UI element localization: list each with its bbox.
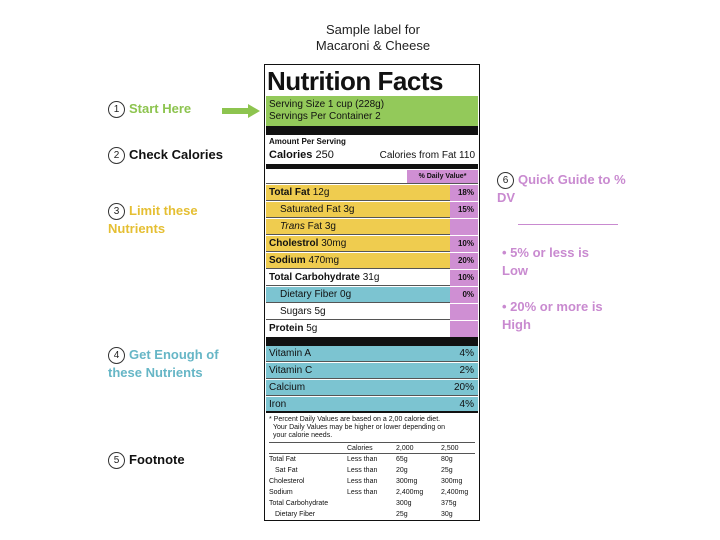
table-cell: Less than (347, 478, 378, 485)
guide-high-text: 20% or more is High (502, 299, 603, 332)
divider-line (266, 183, 478, 184)
table-cell: Less than (347, 456, 378, 463)
footnote (269, 416, 475, 440)
vitamin-dv: 4% (459, 348, 474, 359)
table-cell: 300mg (396, 478, 418, 485)
nutrient-dv: 0% (450, 287, 478, 303)
vitamin-dv: 20% (453, 382, 474, 393)
table-cell: 20g (396, 467, 408, 474)
nutrient-amount: 31g (362, 272, 380, 283)
table-cell: 30g (441, 511, 453, 518)
nutrient-amount: 470mg (308, 255, 340, 266)
caption-line-1: Sample label for (326, 22, 420, 37)
nutrient-amount: 3g (343, 204, 355, 215)
vitamin-name: Vitamin C (269, 365, 313, 376)
nutrient-name: Saturated Fat (280, 204, 341, 215)
vitamin-dv: 4% (459, 399, 474, 410)
daily-value-header: % Daily Value* (407, 170, 478, 183)
nutrient-amount: 30mg (321, 238, 347, 249)
nutrient-dv (450, 304, 478, 320)
guide-divider (518, 224, 618, 225)
vitamin-name: Iron (269, 399, 287, 410)
step-number: 2 (108, 147, 125, 164)
vitamin-row-iron (266, 397, 478, 413)
nutrient-row-saturated-fat (266, 202, 478, 218)
step-text: Quick Guide to % DV (497, 172, 626, 205)
step-number: 3 (108, 203, 125, 220)
nutrient-row-protein (266, 321, 478, 337)
footnote-divider (269, 442, 475, 443)
vitamin-row-c (266, 363, 478, 379)
step-text: Footnote (129, 452, 185, 467)
step-4 (108, 346, 228, 382)
step-text: Get Enough of these Nutrients (108, 347, 219, 380)
step-3 (108, 202, 228, 238)
step-5 (108, 451, 185, 469)
nutrient-amount: Fat 3g (307, 221, 336, 232)
table-cell: 25g (441, 467, 453, 474)
nutrient-dv: 18% (450, 185, 478, 201)
table-cell: Total Carbohydrate (269, 500, 329, 507)
vitamin-dv: 2% (459, 365, 474, 376)
label-caption (262, 22, 484, 54)
table-cell: 2,400mg (396, 489, 424, 496)
step-number: 6 (497, 172, 514, 189)
servings-per-container: Servings Per Container 2 (269, 111, 381, 122)
nutrient-amount: 5g (306, 323, 318, 334)
guide-high (502, 298, 622, 334)
nutrient-name: Total Carbohydrate (269, 272, 360, 283)
guide-low (502, 244, 612, 280)
table-cell: Less than (347, 467, 378, 474)
vitamin-name: Calcium (269, 382, 306, 393)
nutrient-name: Trans (280, 221, 305, 232)
serving-info (266, 96, 478, 126)
table-cell: 375g (441, 500, 457, 507)
bullet-icon: • (502, 299, 511, 314)
amount-per-serving: Amount Per Serving (269, 137, 346, 146)
table-cell: 300g (396, 500, 412, 507)
nutrient-name: Dietary Fiber (280, 289, 338, 300)
footnote-line: Your Daily Values may be higher or lower depending on (273, 424, 445, 431)
nutrient-row-trans-fat (266, 219, 478, 235)
label-title: Nutrition Facts (267, 66, 443, 96)
step-1 (108, 100, 191, 118)
thick-divider (266, 126, 478, 135)
nutrient-dv: 10% (450, 270, 478, 286)
nutrition-label (264, 64, 480, 521)
nutrient-name: Cholestrol (269, 238, 319, 249)
step-text: Limit these Nutrients (108, 203, 198, 236)
nutrient-row-sodium (266, 253, 478, 269)
step-2 (108, 146, 223, 164)
calories-label: Calories (269, 149, 313, 161)
nutrient-row-dietary-fiber (266, 287, 478, 303)
nutrient-name: Sugars (280, 306, 312, 317)
table-header: Calories (347, 445, 373, 452)
nutrient-amount: 5g (314, 306, 326, 317)
nutrient-name: Sodium (269, 255, 306, 266)
step-number: 5 (108, 452, 125, 469)
nutrient-amount: 0g (340, 289, 352, 300)
vitamin-name: Vitamin A (269, 348, 312, 359)
table-cell: 25g (396, 511, 408, 518)
table-cell: Dietary Fiber (275, 511, 316, 518)
table-cell: 80g (441, 456, 453, 463)
guide-low-text: 5% or less is Low (502, 245, 589, 278)
nutrient-amount: 12g (312, 187, 330, 198)
footnote-line: * Percent Daily Values are based on a 2,00 calorie diet. (269, 416, 441, 423)
vitamin-row-calcium (266, 380, 478, 396)
table-header: 2,500 (441, 445, 459, 452)
footnote-line: your calorie needs. (273, 432, 333, 439)
vitamin-row-a (266, 346, 478, 362)
nutrient-dv: 10% (450, 236, 478, 252)
nutrient-row-sugars (266, 304, 478, 320)
nutrient-dv (450, 219, 478, 235)
step-text: Check Calories (129, 147, 223, 162)
step-number: 1 (108, 101, 125, 118)
nutrient-row-total-carbohydrate (266, 270, 478, 286)
thick-divider-2 (266, 337, 478, 346)
table-cell: Sat Fat (275, 467, 298, 474)
nutrient-name: Total Fat (269, 187, 310, 198)
caption-line-2: Macaroni & Cheese (315, 38, 431, 53)
serving-size: Serving Size 1 cup (228g) (269, 99, 385, 110)
table-cell: Sodium (269, 489, 293, 496)
table-divider (269, 453, 475, 454)
table-header: 2,000 (396, 445, 414, 452)
nutrient-dv: 20% (450, 253, 478, 269)
step-text: Start Here (129, 101, 192, 116)
calories-row (269, 149, 334, 161)
table-cell: 300mg (441, 478, 463, 485)
table-cell: Total Fat (269, 456, 296, 463)
nutrient-dv: 15% (450, 202, 478, 218)
step-number: 4 (108, 347, 125, 364)
bullet-icon: • (502, 245, 511, 260)
medium-divider (266, 164, 478, 169)
step-6 (497, 171, 627, 207)
table-cell: Less than (347, 489, 378, 496)
table-cell: Cholesterol (269, 478, 305, 485)
nutrient-row-cholesterol (266, 236, 478, 252)
table-cell: 2,400mg (441, 489, 469, 496)
nutrient-row-total-fat (266, 185, 478, 201)
calories-value: 250 (315, 149, 334, 161)
calories-from-fat: Calories from Fat 110 (379, 150, 475, 161)
arrow-right-icon (222, 104, 262, 118)
nutrient-dv (450, 321, 478, 337)
nutrient-name: Protein (269, 323, 304, 334)
table-cell: 65g (396, 456, 408, 463)
